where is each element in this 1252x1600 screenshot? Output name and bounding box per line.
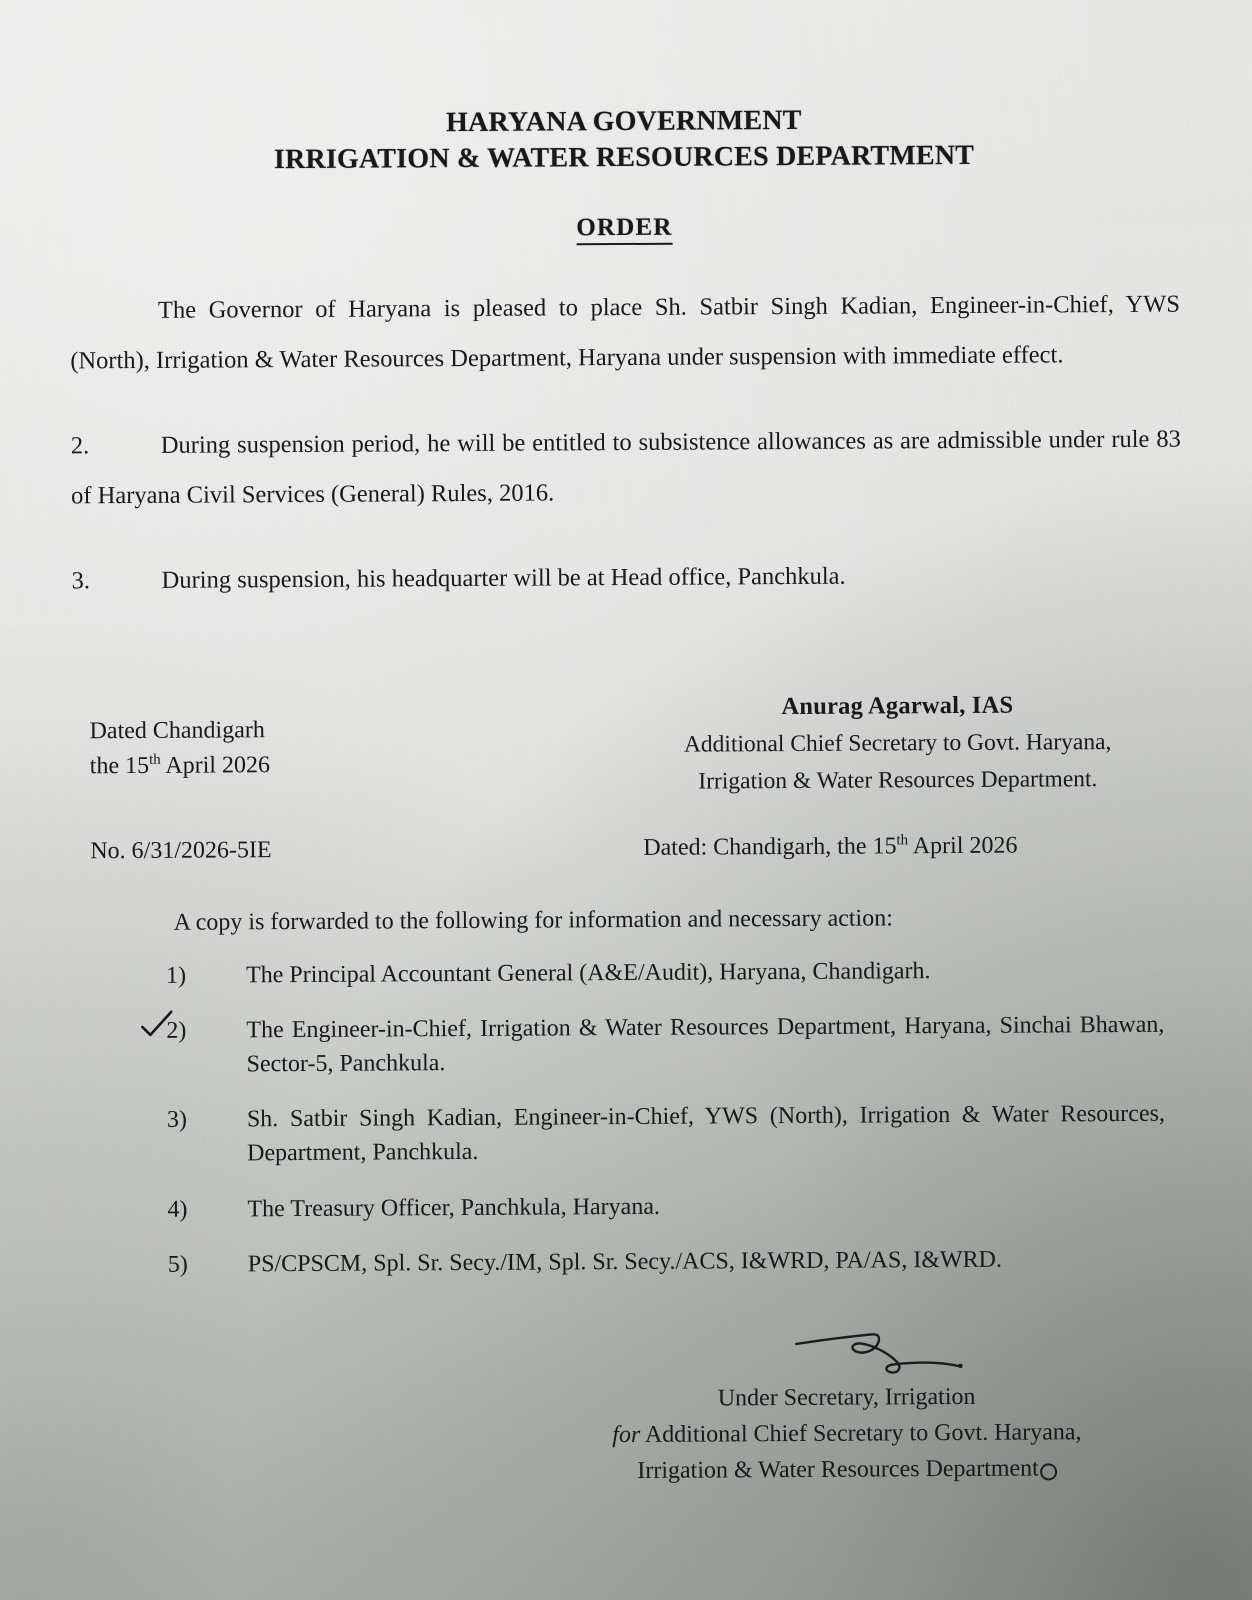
list-item-marker: 4) <box>167 1196 188 1223</box>
paragraph-2-text: During suspension period, he will be entitled to subsistence allowances as are admissible under rule 83 of Haryana Civil Services (General) Rules, 2016. <box>71 425 1181 510</box>
organization-name-line1: HARYANA GOVERNMENT <box>445 104 802 139</box>
for-label: for <box>612 1421 641 1448</box>
signatory-designation-line1: Additional Chief Secretary to Govt. Haryana, <box>683 729 1112 758</box>
department-line <box>522 1449 1172 1489</box>
paragraph-2-number: 2. <box>70 431 90 460</box>
order-heading: ORDER <box>576 213 672 245</box>
list-item-text: The Engineer-in-Chief, Irrigation & Water Resources Department, Haryana, Sinchai Bhawan, Sector-5, Panchkula. <box>246 1011 1165 1078</box>
list-item-text: Sh. Satbir Singh Kadian, Engineer-in-Chief, YWS (North), Irrigation & Water Resources, Department, Panchkula. <box>246 1101 1165 1167</box>
paragraph-1: The Governor of Haryana is pleased to place Sh. Satbir Singh Kadian, Engineer-in-Chief, YWS (North), Irrigation & Water Resources Department, Haryana under suspension with immediate effect. <box>70 290 1181 375</box>
order-title-wrap <box>69 210 1179 248</box>
paragraph-3 <box>71 549 1181 606</box>
paragraph-3-text: During suspension, his headquarter will be at Head office, Panchkula. <box>161 562 846 594</box>
dated-month-year: April 2026 <box>160 752 271 780</box>
list-item <box>75 1097 1185 1172</box>
list-item <box>74 953 1184 994</box>
handwritten-mark-icon <box>1040 1463 1057 1480</box>
list-item-text: The Treasury Officer, Panchkula, Haryana. <box>247 1193 661 1222</box>
list-item-marker: 2) <box>166 1017 187 1045</box>
under-secretary-line: Under Secretary, Irrigation <box>717 1383 976 1412</box>
list-item-marker: 5) <box>167 1251 188 1278</box>
reference-row <box>73 832 1183 879</box>
list-item-text: The Principal Accountant General (A&E/Audit), Haryana, Chandigarh. <box>245 958 931 989</box>
dated-line-2 <box>90 748 270 784</box>
forwarded-to-line: A copy is forwarded to the following for information and necessary action: <box>173 905 893 936</box>
reference-date-suffix: April 2026 <box>908 832 1018 860</box>
organization-name-line2: IRRIGATION & WATER RESOURCES DEPARTMENT <box>273 140 975 176</box>
bottom-signature-block <box>76 1323 1187 1520</box>
reference-date-prefix: Dated: Chandigarh, the 15 <box>643 833 897 862</box>
department-name: Irrigation & Water Resources Department <box>637 1455 1039 1484</box>
list-item <box>76 1241 1186 1282</box>
signatory-designation-line2: Irrigation & Water Resources Department. <box>698 765 1098 795</box>
reference-number: No. 6/31/2026-5IE <box>90 837 272 865</box>
paragraph-3-number: 3. <box>71 566 91 595</box>
copy-distribution-list <box>74 953 1186 1282</box>
signatory-block <box>617 686 1178 800</box>
dated-day-prefix: the 15 <box>89 753 150 780</box>
list-item-text: PS/CPSCM, Spl. Sr. Secy./IM, Spl. Sr. Secy./ACS, I&WRD, PA/AS, I&WRD. <box>247 1246 1003 1277</box>
page-title <box>69 101 1179 181</box>
signatory-name: Anurag Agarwal, IAS <box>781 691 1014 721</box>
list-item-marker: 3) <box>166 1107 188 1134</box>
list-item <box>75 1186 1185 1227</box>
page-body <box>69 101 1188 1520</box>
for-acs-line <box>522 1413 1172 1453</box>
paragraph-2 <box>71 414 1182 522</box>
reference-date <box>643 833 1017 862</box>
acs-designation: Additional Chief Secretary to Govt. Haryana, <box>640 1418 1082 1448</box>
dated-place-block <box>89 713 270 784</box>
dated-line-1: Dated Chandigarh <box>89 717 265 745</box>
bottom-signature-text <box>522 1377 1173 1489</box>
signature-block <box>72 686 1183 797</box>
list-item <box>74 1008 1184 1083</box>
dated-ordinal-suffix: th <box>149 752 161 769</box>
reference-date-ordinal: th <box>896 832 909 849</box>
list-item-marker: 1) <box>165 962 187 989</box>
